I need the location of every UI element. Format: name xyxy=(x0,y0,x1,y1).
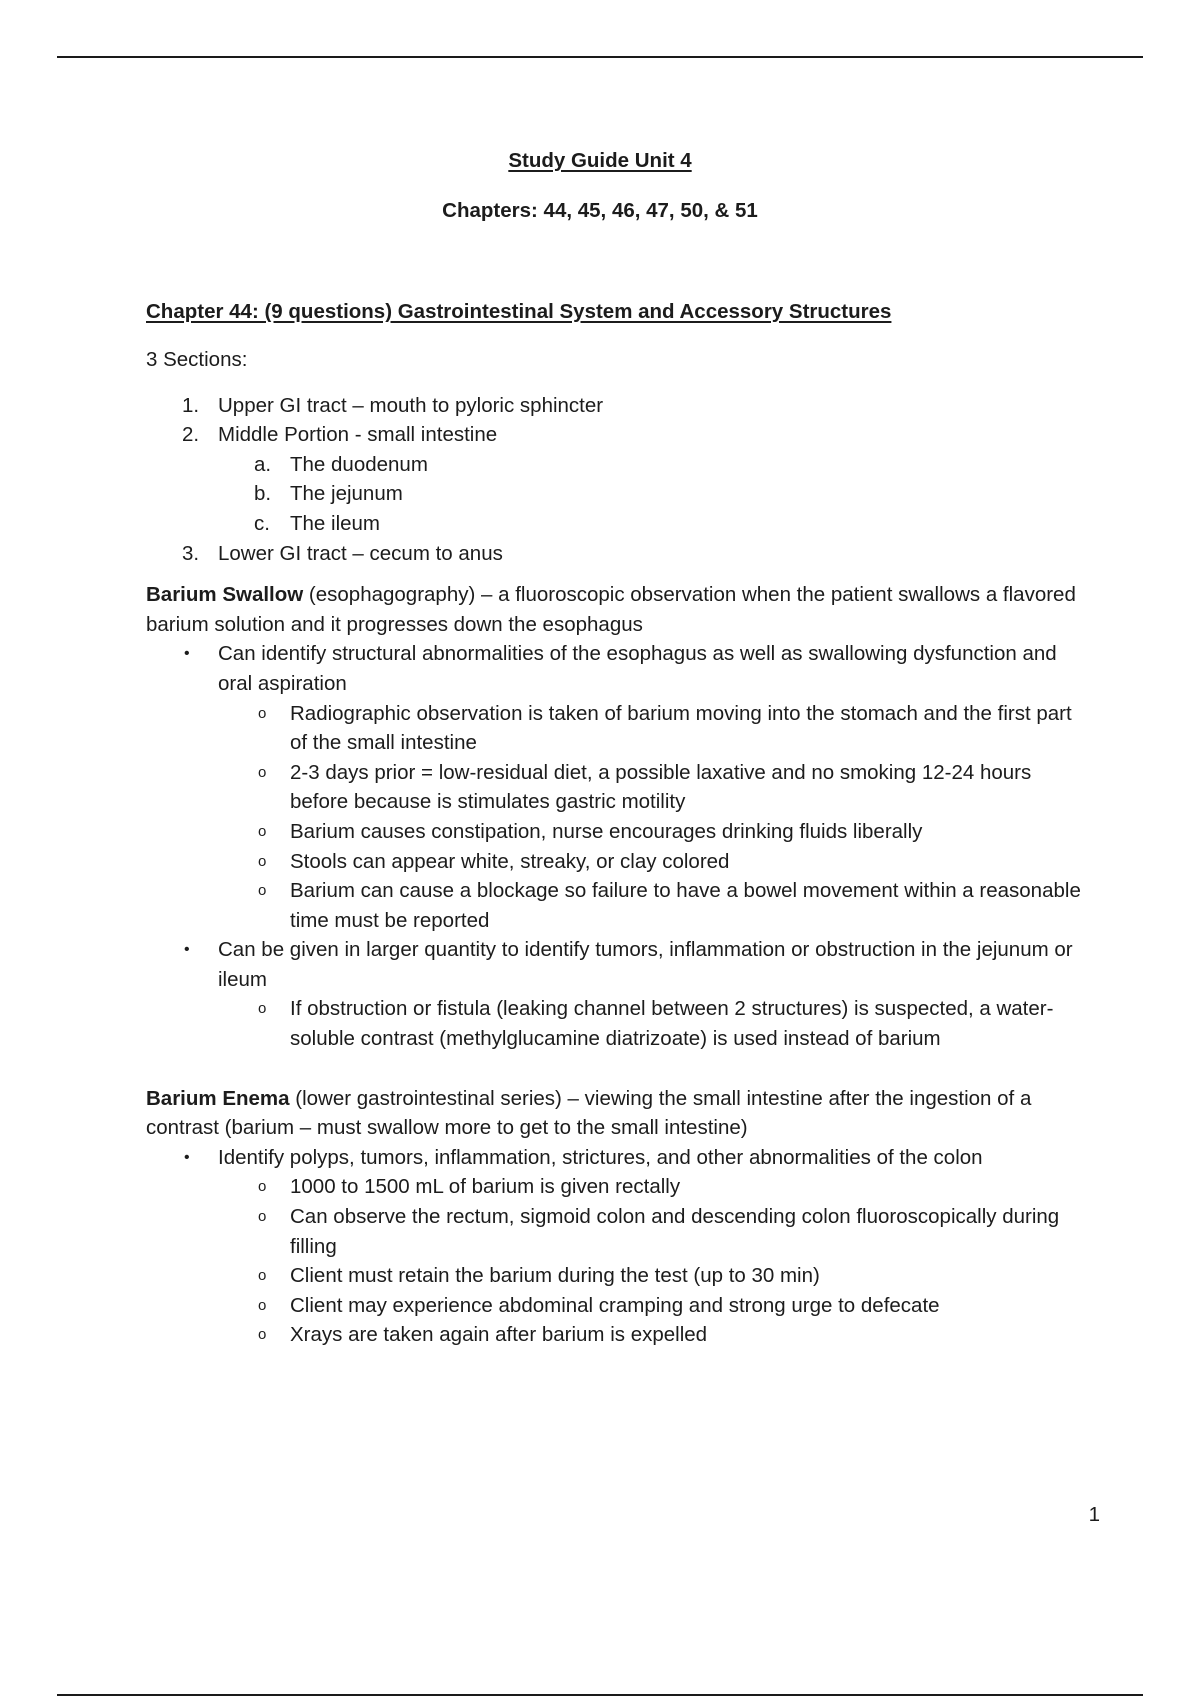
barium-swallow-subpoints xyxy=(218,699,1091,936)
barium-enema-subpoints xyxy=(218,1172,1091,1350)
circle-bullet-icon: o xyxy=(258,882,267,900)
list-item-text: Radiographic observation is taken of barium moving into the stomach and the first part of the small intestine xyxy=(290,701,1072,755)
barium-swallow-points xyxy=(146,639,1091,1053)
list-item-text: Middle Portion - small intestine xyxy=(218,423,498,447)
list-item-text: Upper GI tract – mouth to pyloric sphincter xyxy=(218,393,604,417)
list-item-text: Client must retain the barium during the test (up to 30 min) xyxy=(290,1264,820,1288)
list-item xyxy=(218,699,1091,758)
circle-bullet-icon: o xyxy=(258,852,267,870)
circle-bullet-icon: o xyxy=(258,1296,267,1314)
circle-bullet-icon: o xyxy=(258,704,267,722)
list-item-text: Can observe the rectum, sigmoid colon and descending colon fluoroscopically during filling xyxy=(290,1205,1060,1258)
list-item-text: Barium causes constipation, nurse encourages drinking fluids liberally xyxy=(290,819,923,843)
list-marker: b. xyxy=(254,482,272,506)
circle-bullet-icon: o xyxy=(258,1178,267,1196)
sections-label: 3 Sections: xyxy=(146,348,248,371)
barium-swallow-text: (esophagography) – a fluoroscopic observation when the patient swallows a flavored barium solution and it progresses down the esophagus xyxy=(146,583,1076,636)
list-item-text: Stools can appear white, streaky, or clay colored xyxy=(290,849,730,873)
circle-bullet-icon: o xyxy=(258,1267,267,1285)
list-item-text: Xrays are taken again after barium is expelled xyxy=(290,1323,708,1347)
list-marker: c. xyxy=(254,511,270,535)
list-item-text: 1000 to 1500 mL of barium is given rectally xyxy=(290,1175,681,1199)
list-item xyxy=(218,1320,1091,1350)
list-item xyxy=(218,876,1091,935)
chapter-heading: Chapter 44: (9 questions) Gastrointestinal System and Accessory Structures xyxy=(146,300,892,323)
list-item-text: The jejunum xyxy=(290,482,403,506)
barium-enema-term: Barium Enema xyxy=(146,1086,290,1110)
document-body xyxy=(146,297,1091,1350)
list-item xyxy=(146,509,1091,539)
list-item-text: Client may experience abdominal cramping and strong urge to defecate xyxy=(290,1293,940,1317)
bullet-icon: • xyxy=(184,645,190,663)
list-item xyxy=(146,1143,1091,1350)
page-subtitle: Chapters: 44, 45, 46, 47, 50, & 51 xyxy=(442,199,758,222)
barium-enema-definition xyxy=(146,1084,1091,1143)
barium-enema-points xyxy=(146,1143,1091,1350)
page-title: Study Guide Unit 4 xyxy=(508,149,692,172)
list-item-text: 2-3 days prior = low-residual diet, a possible laxative and no smoking 12-24 hours before because is stimulates gastric motility xyxy=(290,760,1032,814)
list-item xyxy=(146,450,1091,480)
list-item-text: The ileum xyxy=(290,511,381,535)
list-item xyxy=(218,847,1091,877)
list-marker: 1. xyxy=(182,393,200,417)
list-item xyxy=(218,1261,1091,1291)
list-item-text: Can identify structural abnormalities of the esophagus as well as swallowing dysfunction and oral aspiration xyxy=(218,642,1057,695)
list-item xyxy=(218,994,1091,1053)
sections-list xyxy=(146,391,1091,569)
list-item xyxy=(218,758,1091,817)
list-marker: a. xyxy=(254,452,272,476)
list-item xyxy=(146,935,1091,1053)
circle-bullet-icon: o xyxy=(258,1000,267,1018)
barium-swallow-definition xyxy=(146,580,1091,639)
bullet-icon: • xyxy=(184,1148,190,1166)
list-item xyxy=(218,1202,1091,1261)
small-intestine-list xyxy=(218,450,1091,539)
circle-bullet-icon: o xyxy=(258,1326,267,1344)
list-item xyxy=(146,391,1091,421)
circle-bullet-icon: o xyxy=(258,822,267,840)
list-marker: 2. xyxy=(182,423,200,447)
list-marker: 3. xyxy=(182,541,200,565)
list-item-text: Lower GI tract – cecum to anus xyxy=(218,541,503,565)
circle-bullet-icon: o xyxy=(258,1208,267,1226)
list-item-text: Can be given in larger quantity to identify tumors, inflammation or obstruction in the jejunum or ileum xyxy=(218,938,1073,991)
barium-swallow-term: Barium Swallow xyxy=(146,583,304,607)
list-item-text: Identify polyps, tumors, inflammation, strictures, and other abnormalities of the colon xyxy=(218,1145,983,1169)
list-item-text: If obstruction or fistula (leaking channel between 2 structures) is suspected, a water-soluble contrast (methylglucamine diatrizoate) is used instead of barium xyxy=(290,997,1054,1051)
bottom-rule xyxy=(57,1694,1143,1696)
list-item xyxy=(218,1291,1091,1321)
list-item xyxy=(146,420,1091,538)
list-item xyxy=(146,479,1091,509)
list-item xyxy=(146,639,1091,935)
page-number: 1 xyxy=(1088,1503,1100,1526)
bullet-icon: • xyxy=(184,941,190,959)
list-item xyxy=(218,817,1091,847)
barium-enema-text: (lower gastrointestinal series) – viewing the small intestine after the ingestion of a contrast (barium – must swallow more to get to the small intestine) xyxy=(146,1086,1032,1140)
list-item xyxy=(218,1172,1091,1202)
list-item-text: The duodenum xyxy=(290,452,428,476)
top-rule xyxy=(57,56,1143,58)
circle-bullet-icon: o xyxy=(258,763,267,781)
barium-swallow-subpoints xyxy=(218,994,1091,1053)
list-item xyxy=(146,539,1091,569)
list-item-text: Barium can cause a blockage so failure to have a bowel movement within a reasonable time must be reported xyxy=(290,879,1081,932)
